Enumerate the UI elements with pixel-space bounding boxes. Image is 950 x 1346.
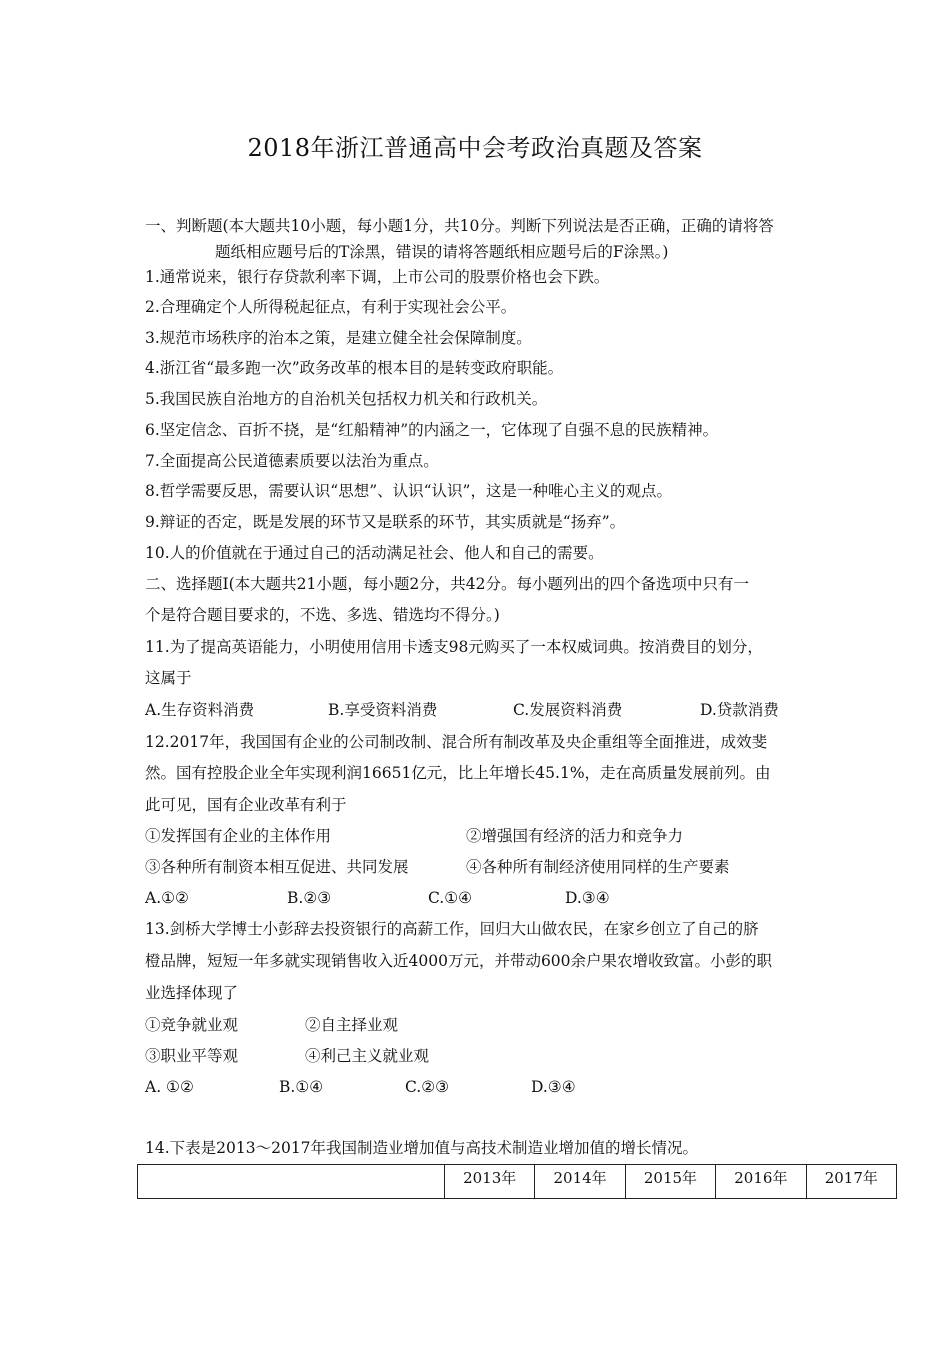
q12-option-b: B.②③ — [287, 889, 332, 907]
q12-option-c: C.①④ — [428, 889, 473, 907]
q13-statement-4: ④利己主义就业观 — [305, 1047, 430, 1065]
q13-stem-line1: 13.剑桥大学博士小彭辞去投资银行的高薪工作，回归大山做农民，在家乡创立了自己的脐 — [145, 920, 759, 938]
q13-statement-1: ①竞争就业观 — [145, 1016, 239, 1034]
q11-option-d: D.贷款消费 — [700, 701, 779, 719]
q11-stem-line2: 这属于 — [145, 669, 192, 687]
table-header-cell: 2017年 — [806, 1165, 896, 1199]
q12-option-d: D.③④ — [565, 889, 610, 907]
table-header-cell: 2014年 — [535, 1165, 625, 1199]
q12-statement-4: ④各种所有制经济使用同样的生产要素 — [466, 858, 730, 876]
section2-heading-line2: 个是符合题目要求的，不选、多选、错选均不得分。) — [145, 606, 500, 624]
q13-stem-line3: 业选择体现了 — [145, 984, 239, 1002]
q13-option-a: A. ①② — [145, 1078, 194, 1096]
q13-stem-line2: 橙品牌，短短一年多就实现销售收入近4000万元，并带动600余户果农增收致富。小彭的职 — [145, 952, 773, 970]
q13-option-c: C.②③ — [405, 1078, 450, 1096]
q12-option-a: A.①② — [145, 889, 189, 907]
q13-option-b: B.①④ — [279, 1078, 324, 1096]
table-header-cell: 2016年 — [716, 1165, 806, 1199]
growth-table — [137, 1164, 897, 1199]
section1-heading-line1: 一、判断题(本大题共10小题，每小题1分，共10分。判断下列说法是否正确，正确的请将答 — [145, 217, 774, 235]
q13-statement-3: ③职业平等观 — [145, 1047, 239, 1065]
q14-stem-line1: 14.下表是2013～2017年我国制造业增加值与高技术制造业增加值的增长情况。 — [145, 1139, 699, 1157]
q12-statement-2: ②增强国有经济的活力和竞争力 — [466, 827, 684, 845]
q12-statement-3: ③各种所有制资本相互促进、共同发展 — [145, 858, 409, 876]
tf-item-1: 1.通常说来，银行存贷款利率下调，上市公司的股票价格也会下跌。 — [145, 268, 610, 286]
table-header-cell: 2015年 — [625, 1165, 715, 1199]
q12-stem-line2: 然。国有控股企业全年实现利润16651亿元，比上年增长45.1%，走在高质量发展前列。由 — [145, 764, 771, 782]
tf-item-5: 5.我国民族自治地方的自治机关包括权力机关和行政机关。 — [145, 390, 548, 408]
tf-item-7: 7.全面提高公民道德素质要以法治为重点。 — [145, 452, 439, 470]
tf-item-4: 4.浙江省“最多跑一次”政务改革的根本目的是转变政府职能。 — [145, 359, 564, 377]
tf-item-2: 2.合理确定个人所得税起征点，有利于实现社会公平。 — [145, 298, 517, 316]
table-header-row — [138, 1165, 897, 1199]
q11-stem-line1: 11.为了提高英语能力，小明使用信用卡透支98元购买了一本权威词典。按消费目的划分， — [145, 638, 763, 656]
q13-statement-2: ②自主择业观 — [305, 1016, 399, 1034]
tf-item-6: 6.坚定信念、百折不挠，是“红船精神”的内涵之一，它体现了自强不息的民族精神。 — [145, 421, 719, 439]
section1-heading-line2: 题纸相应题号后的T涂黑，错误的请将答题纸相应题号后的F涂黑。) — [215, 243, 669, 261]
tf-item-9: 9.辩证的否定，既是发展的环节又是联系的环节，其实质就是“扬弃”。 — [145, 513, 626, 531]
table-header-cell: 2013年 — [445, 1165, 535, 1199]
q11-option-b: B.享受资料消费 — [328, 701, 438, 719]
tf-item-10: 10.人的价值就在于通过自己的活动满足社会、他人和自己的需要。 — [145, 544, 604, 562]
section2-heading-line1: 二、选择题Ⅰ(本大题共21小题，每小题2分，共42分。每小题列出的四个备选项中只有一 — [145, 575, 749, 593]
tf-item-3: 3.规范市场秩序的治本之策，是建立健全社会保障制度。 — [145, 329, 532, 347]
q12-statement-1: ①发挥国有企业的主体作用 — [145, 827, 332, 845]
page-title: 2018年浙江普通高中会考政治真题及答案 — [247, 134, 703, 162]
table-header-cell — [138, 1165, 445, 1199]
q12-stem-line3: 此可见，国有企业改革有利于 — [145, 796, 347, 814]
q12-stem-line1: 12.2017年，我国国有企业的公司制改制、混合所有制改革及央企重组等全面推进，成效斐 — [145, 733, 768, 751]
q11-option-c: C.发展资料消费 — [513, 701, 623, 719]
q13-option-d: D.③④ — [531, 1078, 576, 1096]
q11-option-a: A.生存资料消费 — [145, 701, 255, 719]
tf-item-8: 8.哲学需要反思，需要认识“思想”、认识“认识”，这是一种唯心主义的观点。 — [145, 482, 672, 500]
